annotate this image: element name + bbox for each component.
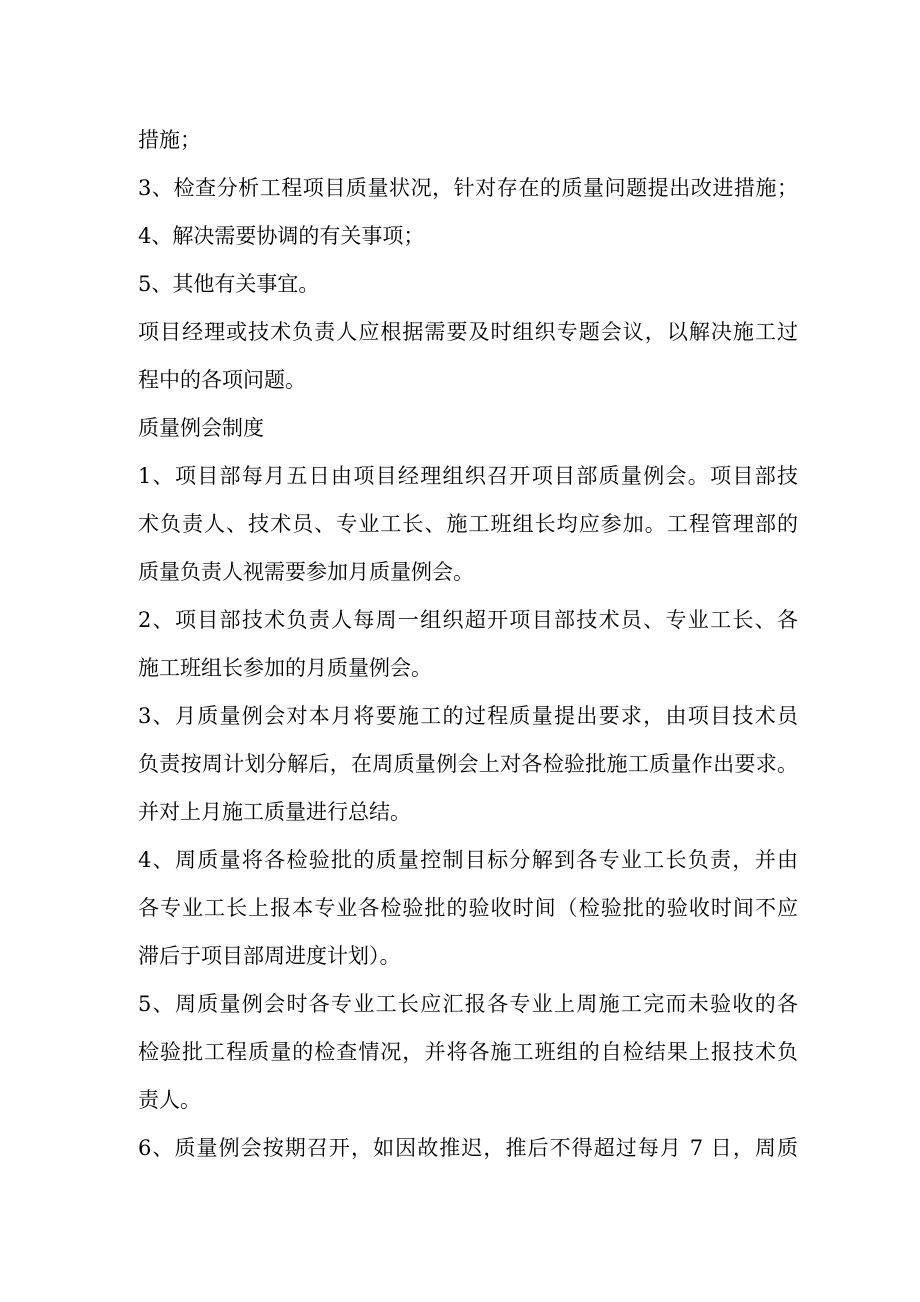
text-line-10: 质量负责人视需要参加月质量例会。 — [138, 560, 474, 584]
text-line-12: 施工班组长参加的月质量例会。 — [138, 656, 432, 680]
text-line-22: 6、质量例会按期召开，如因故推迟，推后不得超过每月 7 日，周质 — [138, 1136, 798, 1160]
text-line-6: 程中的各项问题。 — [138, 368, 306, 392]
text-line-2: 3、检查分析工程项目质量状况，针对存在的质量问题提出改进措施； — [138, 176, 798, 200]
document-body — [138, 116, 798, 1172]
text-line-20: 检验批工程质量的检查情况，并将各施工班组的自检结果上报技术负 — [138, 1040, 798, 1064]
text-line-17: 各专业工长上报本专业各检验批的验收时间（检验批的验收时间不应 — [138, 896, 798, 920]
text-line-9: 术负责人、技术员、专业工长、施工班组长均应参加。工程管理部的 — [138, 512, 798, 536]
text-line-11: 2、项目部技术负责人每周一组织超开项目部技术员、专业工长、各 — [138, 608, 798, 632]
text-line-8: 1、项目部每月五日由项目经理组织召开项目部质量例会。项目部技 — [138, 464, 798, 488]
text-line-21: 责人。 — [138, 1088, 201, 1112]
text-line-5: 项目经理或技术负责人应根据需要及时组织专题会议，以解决施工过 — [138, 320, 798, 344]
text-line-15: 并对上月施工质量进行总结。 — [138, 800, 411, 824]
text-line-18: 滞后于项目部周进度计划）。 — [138, 944, 401, 968]
text-line-14: 负责按周计划分解后，在周质量例会上对各检验批施工质量作出要求。 — [138, 752, 798, 776]
text-line-13: 3、月质量例会对本月将要施工的过程质量提出要求，由项目技术员 — [138, 704, 798, 728]
text-line-4: 5、其他有关事宜。 — [138, 272, 320, 296]
section-heading: 质量例会制度 — [138, 416, 264, 440]
text-line-19: 5、周质量例会时各专业工长应汇报各专业上周施工完而未验收的各 — [138, 992, 798, 1016]
text-line-3: 4、解决需要协调的有关事项； — [138, 224, 425, 248]
text-line-16: 4、周质量将各检验批的质量控制目标分解到各专业工长负责，并由 — [138, 848, 798, 872]
text-line-1: 措施； — [138, 128, 201, 152]
